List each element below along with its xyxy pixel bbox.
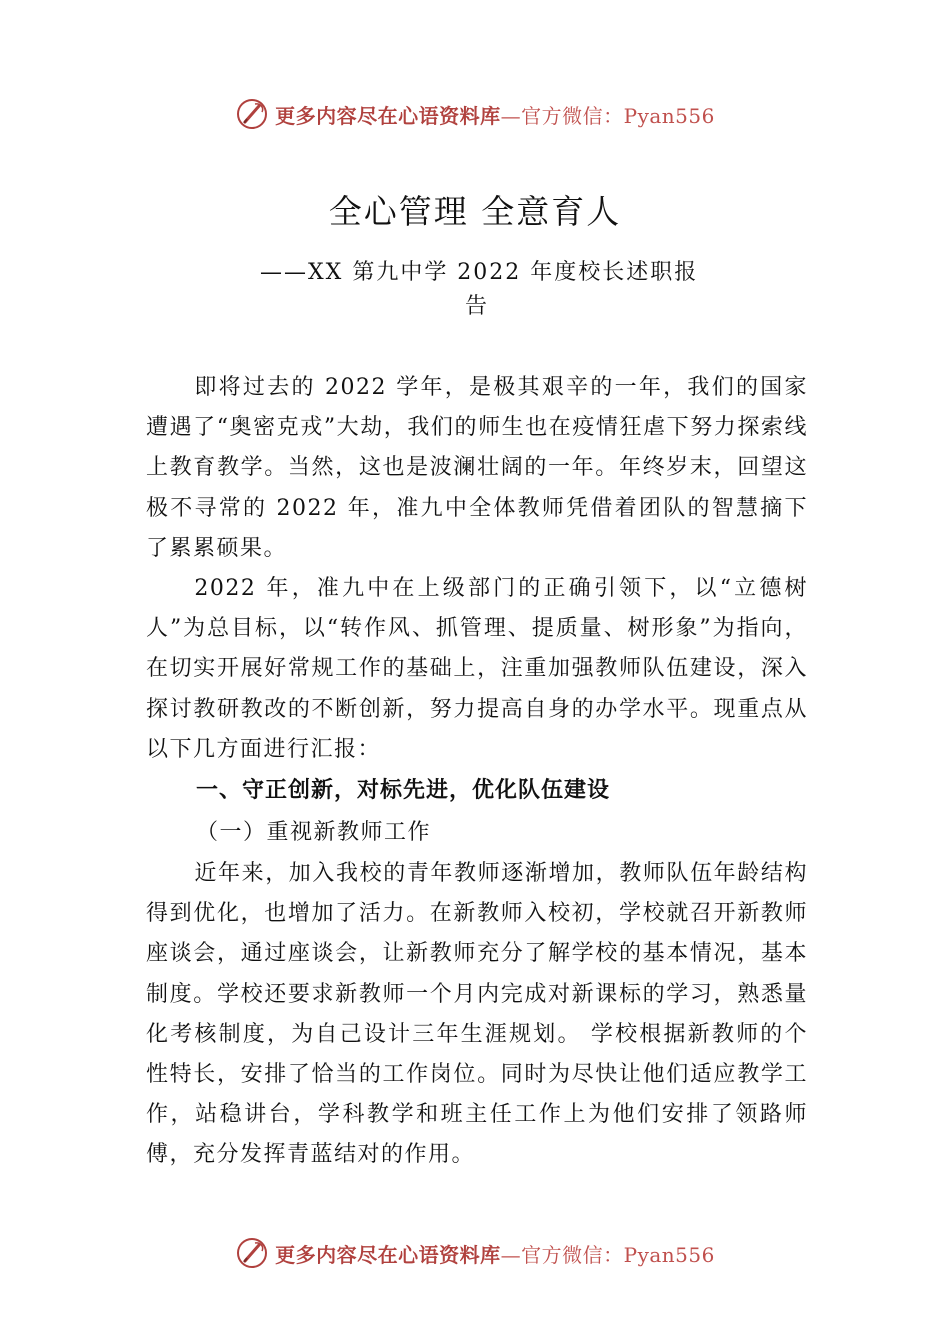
paragraph-overview: 2022 年，准九中在上级部门的正确引领下，以“立德树人”为总目标，以“转作风、抓管理、提质量、树形象”为指向，在切实开展好常规工作的基础上，注重加强教师队伍建设，深入探讨教研教改的不断创新，努力提高自身的办学水平。现重点从以下几方面进行汇报： — [146, 576, 808, 762]
document-title: 全心管理 全意育人 — [328, 192, 622, 231]
footer-banner — [0, 1233, 950, 1273]
paragraph-intro: 即将过去的 2022 学年，是极其艰辛的一年，我们的国家遭遇了“奥密克戎”大劫，我们的师生也在疫情狂虐下努力探索线上教育教学。当然，这也是波澜壮阔的一年。年终岁末，回望这极不寻常的 2022 年，准九中全体教师凭借着团队的智慧摘下了累累硕果。 — [146, 375, 808, 561]
banner-text: 更多内容尽在心语资料库—官方微信：Pyan556 — [275, 1242, 715, 1267]
paragraph-new-teachers: 近年来，加入我校的青年教师逐渐增加，教师队伍年龄结构得到优化，也增加了活力。在新教师入校初，学校就召开新教师座谈会，通过座谈会，让新教师充分了解学校的基本情况，基本制度。学校还要求新教师一个月内完成对新课标的学习，熟悉量化考核制度，为自己设计三年生涯规划。 学校根据新教师的个性特长，安排了恰当的工作岗位。同时为尽快让他们适应教学工作，站稳讲台，学科教学和班主任工作上为他们安排了领路师傅，充分发挥青蓝结对的作用。 — [146, 861, 808, 1168]
subsection-heading: （一）重视新教师工作 — [196, 820, 432, 846]
pen-logo-icon — [235, 1236, 269, 1270]
pen-logo-icon — [235, 97, 269, 131]
header-banner — [0, 94, 950, 134]
document-body — [146, 368, 808, 1176]
banner-text: 更多内容尽在心语资料库—官方微信：Pyan556 — [275, 103, 715, 128]
document-subtitle — [260, 256, 730, 324]
subtitle-line-2: 告 — [465, 294, 490, 319]
section-heading: 一、守正创新，对标先进，优化队伍建设 — [196, 778, 611, 804]
subtitle-line-1: ——XX 第九中学 2022 年度校长述职报 — [260, 260, 699, 285]
